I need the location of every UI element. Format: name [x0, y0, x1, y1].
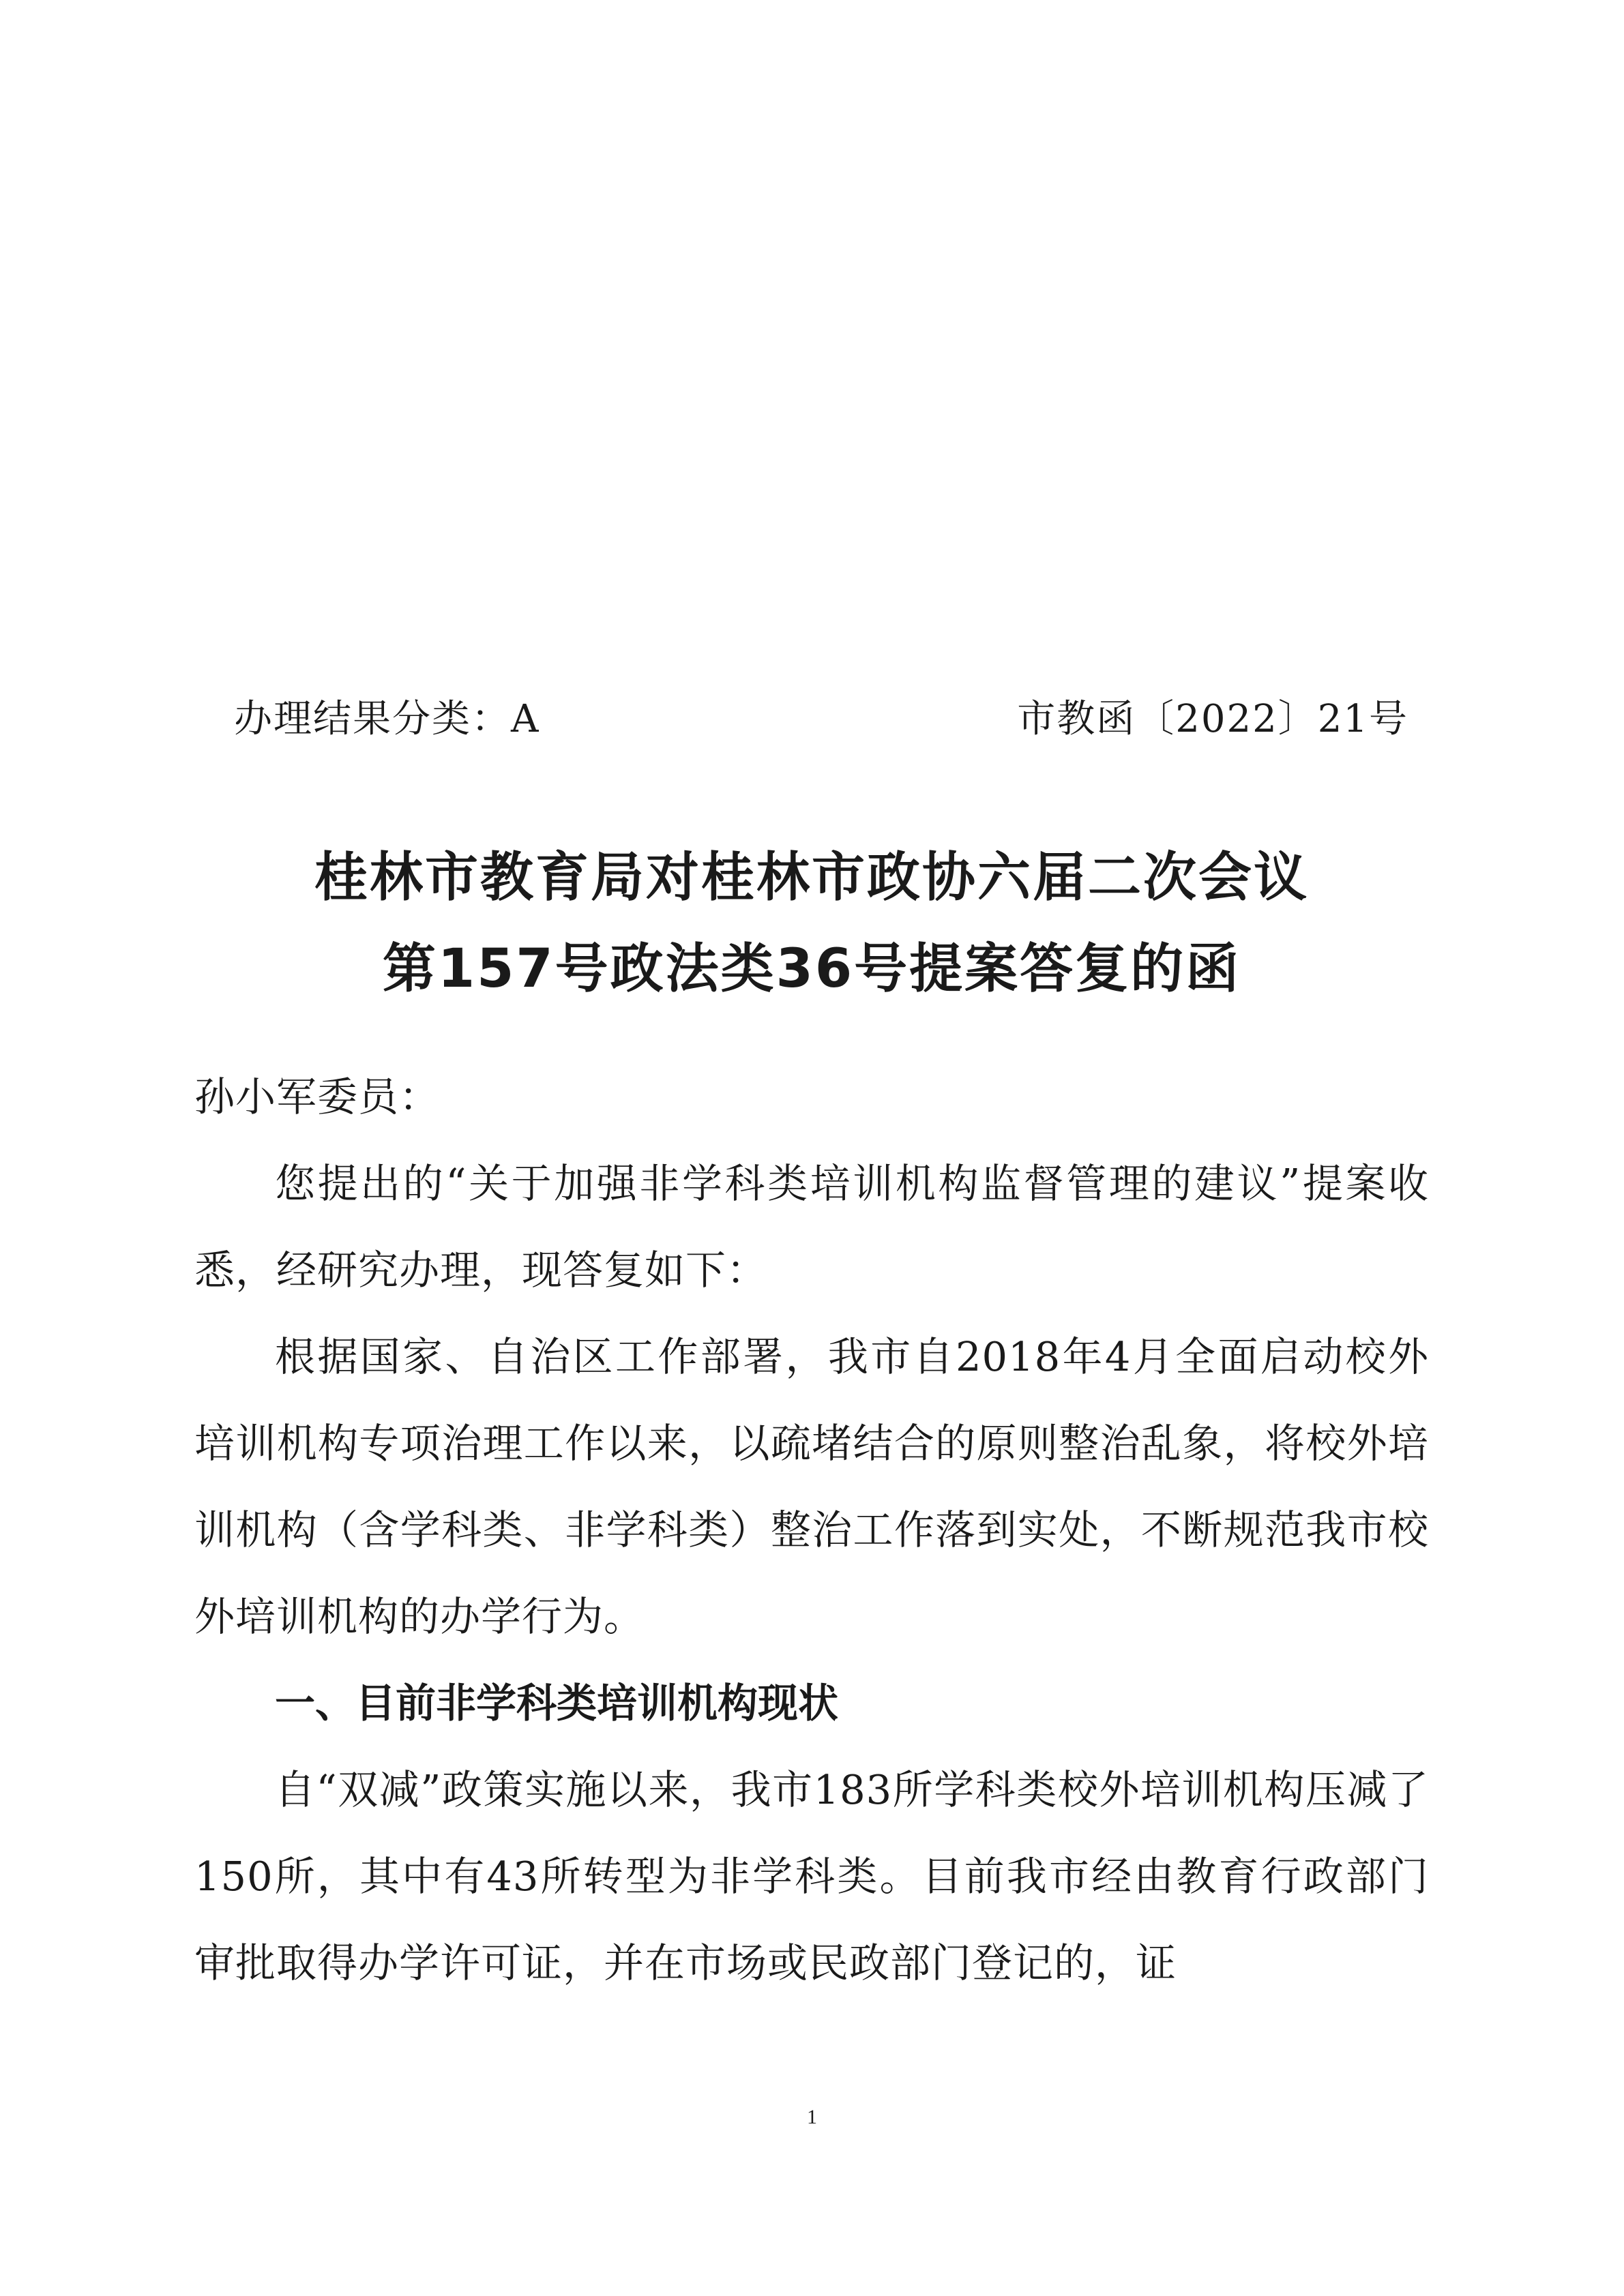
- document-header: [194, 692, 1408, 747]
- document-number: 市教函〔2022〕21号: [1017, 697, 1408, 741]
- intro-paragraph: 您提出的“关于加强非学科类培训机构监督管理的建议”提案收悉，经研究办理，现答复如下：: [194, 1160, 1429, 1294]
- page-number: 1: [807, 2106, 817, 2128]
- document-body: [194, 1054, 1429, 2006]
- document-title: [194, 832, 1429, 1015]
- title-line-2: 第157号政法类36号提案答复的函: [382, 938, 1241, 1000]
- background-paragraph: 根据国家、自治区工作部署，我市自2018年4月全面启动校外培训机构专项治理工作以来，以疏堵结合的原则整治乱象，将校外培训机构（含学科类、非学科类）整治工作落到实处，不断规范我市校外培训机构的办学行为。: [194, 1333, 1429, 1640]
- salutation: 孙小军委员：: [194, 1073, 441, 1120]
- result-classification: 办理结果分类：A: [234, 697, 540, 741]
- section-paragraph: 自“双减”政策实施以来，我市183所学科类校外培训机构压减了150所，其中有43所转型为非学科类。目前我市经由教育行政部门审批取得办学许可证，并在市场或民政部门登记的，证: [194, 1766, 1429, 1986]
- title-line-1: 桂林市教育局对桂林市政协六届二次会议: [314, 847, 1309, 908]
- section-heading: 一、目前非学科类培训机构现状: [275, 1680, 839, 1727]
